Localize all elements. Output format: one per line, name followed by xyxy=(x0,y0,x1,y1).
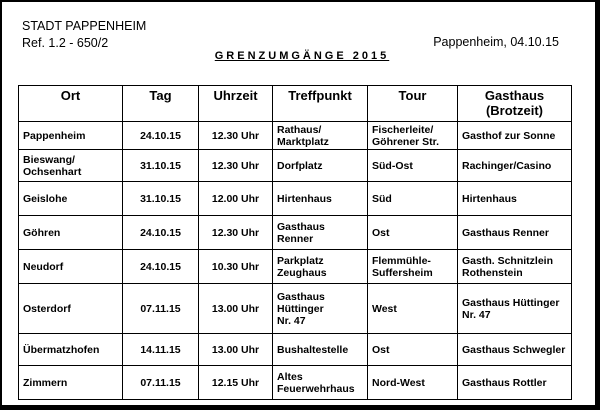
cell-tag: 24.10.15 xyxy=(123,216,199,250)
cell-tour: Süd xyxy=(368,182,458,216)
cell-tag: 31.10.15 xyxy=(123,150,199,182)
cell-gasthaus: Gasthaus Schwegler xyxy=(458,334,572,366)
column-header-treffpunkt: Treffpunkt xyxy=(273,86,368,122)
table-row xyxy=(19,284,572,334)
cell-tour: Süd-Ost xyxy=(368,150,458,182)
document-title-text: GRENZUMGÄNGE 2015 xyxy=(214,50,390,62)
cell-ort: Geislohe xyxy=(19,182,123,216)
cell-ort: Neudorf xyxy=(19,250,123,284)
column-header-gasthaus: Gasthaus (Brotzeit) xyxy=(458,86,572,122)
header-left xyxy=(22,18,146,52)
cell-uhrzeit: 13.00 Uhr xyxy=(199,284,273,334)
cell-tour: Ost xyxy=(368,216,458,250)
schedule-table xyxy=(18,85,572,400)
cell-ort: Göhren xyxy=(19,216,123,250)
cell-treffpunkt: Parkplatz Zeughaus xyxy=(273,250,368,284)
table-row xyxy=(19,216,572,250)
cell-tag: 07.11.15 xyxy=(123,366,199,400)
cell-ort: Osterdorf xyxy=(19,284,123,334)
cell-tag: 24.10.15 xyxy=(123,122,199,150)
column-header-tag: Tag xyxy=(123,86,199,122)
cell-gasthaus: Hirtenhaus xyxy=(458,182,572,216)
table-row xyxy=(19,182,572,216)
cell-ort: Pappenheim xyxy=(19,122,123,150)
table-row xyxy=(19,150,572,182)
table-row xyxy=(19,122,572,150)
cell-tag: 07.11.15 xyxy=(123,284,199,334)
cell-tag: 14.11.15 xyxy=(123,334,199,366)
cell-gasthaus: Gasthaus Hüttinger Nr. 47 xyxy=(458,284,572,334)
table-row xyxy=(19,366,572,400)
cell-tour: Ost xyxy=(368,334,458,366)
column-header-ort: Ort xyxy=(19,86,123,122)
column-header-tour: Tour xyxy=(368,86,458,122)
table-header-row xyxy=(19,86,572,122)
cell-gasthaus: Gasthaus Renner xyxy=(458,216,572,250)
cell-tour: Nord-West xyxy=(368,366,458,400)
cell-gasthaus: Gasthaus Rottler xyxy=(458,366,572,400)
table-row xyxy=(19,334,572,366)
table-row xyxy=(19,250,572,284)
cell-tour: Fischerleite/ Göhrener Str. xyxy=(368,122,458,150)
cell-treffpunkt: Bushaltestelle xyxy=(273,334,368,366)
cell-treffpunkt: Gasthaus Renner xyxy=(273,216,368,250)
cell-gasthaus: Gasth. Schnitzlein Rothenstein xyxy=(458,250,572,284)
cell-tag: 31.10.15 xyxy=(123,182,199,216)
cell-ort: Zimmern xyxy=(19,366,123,400)
cell-ort: Bieswang/ Ochsenhart xyxy=(19,150,123,182)
cell-tour: West xyxy=(368,284,458,334)
reference-number: Ref. 1.2 - 650/2 xyxy=(22,36,109,50)
cell-treffpunkt: Hirtenhaus xyxy=(273,182,368,216)
cell-uhrzeit: 10.30 Uhr xyxy=(199,250,273,284)
cell-tour: Flemmühle- Suffersheim xyxy=(368,250,458,284)
cell-ort: Übermatzhofen xyxy=(19,334,123,366)
cell-treffpunkt: Gasthaus Hüttinger Nr. 47 xyxy=(273,284,368,334)
cell-uhrzeit: 12.30 Uhr xyxy=(199,150,273,182)
org-name: STADT PAPPENHEIM xyxy=(22,19,147,33)
cell-uhrzeit: 12.00 Uhr xyxy=(199,182,273,216)
place-date: Pappenheim, 04.10.15 xyxy=(433,35,559,49)
cell-treffpunkt: Dorfplatz xyxy=(273,150,368,182)
cell-uhrzeit: 12.30 Uhr xyxy=(199,122,273,150)
cell-treffpunkt: Altes Feuerwehrhaus xyxy=(273,366,368,400)
cell-treffpunkt: Rathaus/ Marktplatz xyxy=(273,122,368,150)
cell-uhrzeit: 13.00 Uhr xyxy=(199,334,273,366)
cell-uhrzeit: 12.15 Uhr xyxy=(199,366,273,400)
cell-tag: 24.10.15 xyxy=(123,250,199,284)
cell-uhrzeit: 12.30 Uhr xyxy=(199,216,273,250)
cell-gasthaus: Rachinger/Casino xyxy=(458,150,572,182)
column-header-uhrzeit: Uhrzeit xyxy=(199,86,273,122)
document-title xyxy=(2,50,600,62)
cell-gasthaus: Gasthof zur Sonne xyxy=(458,122,572,150)
